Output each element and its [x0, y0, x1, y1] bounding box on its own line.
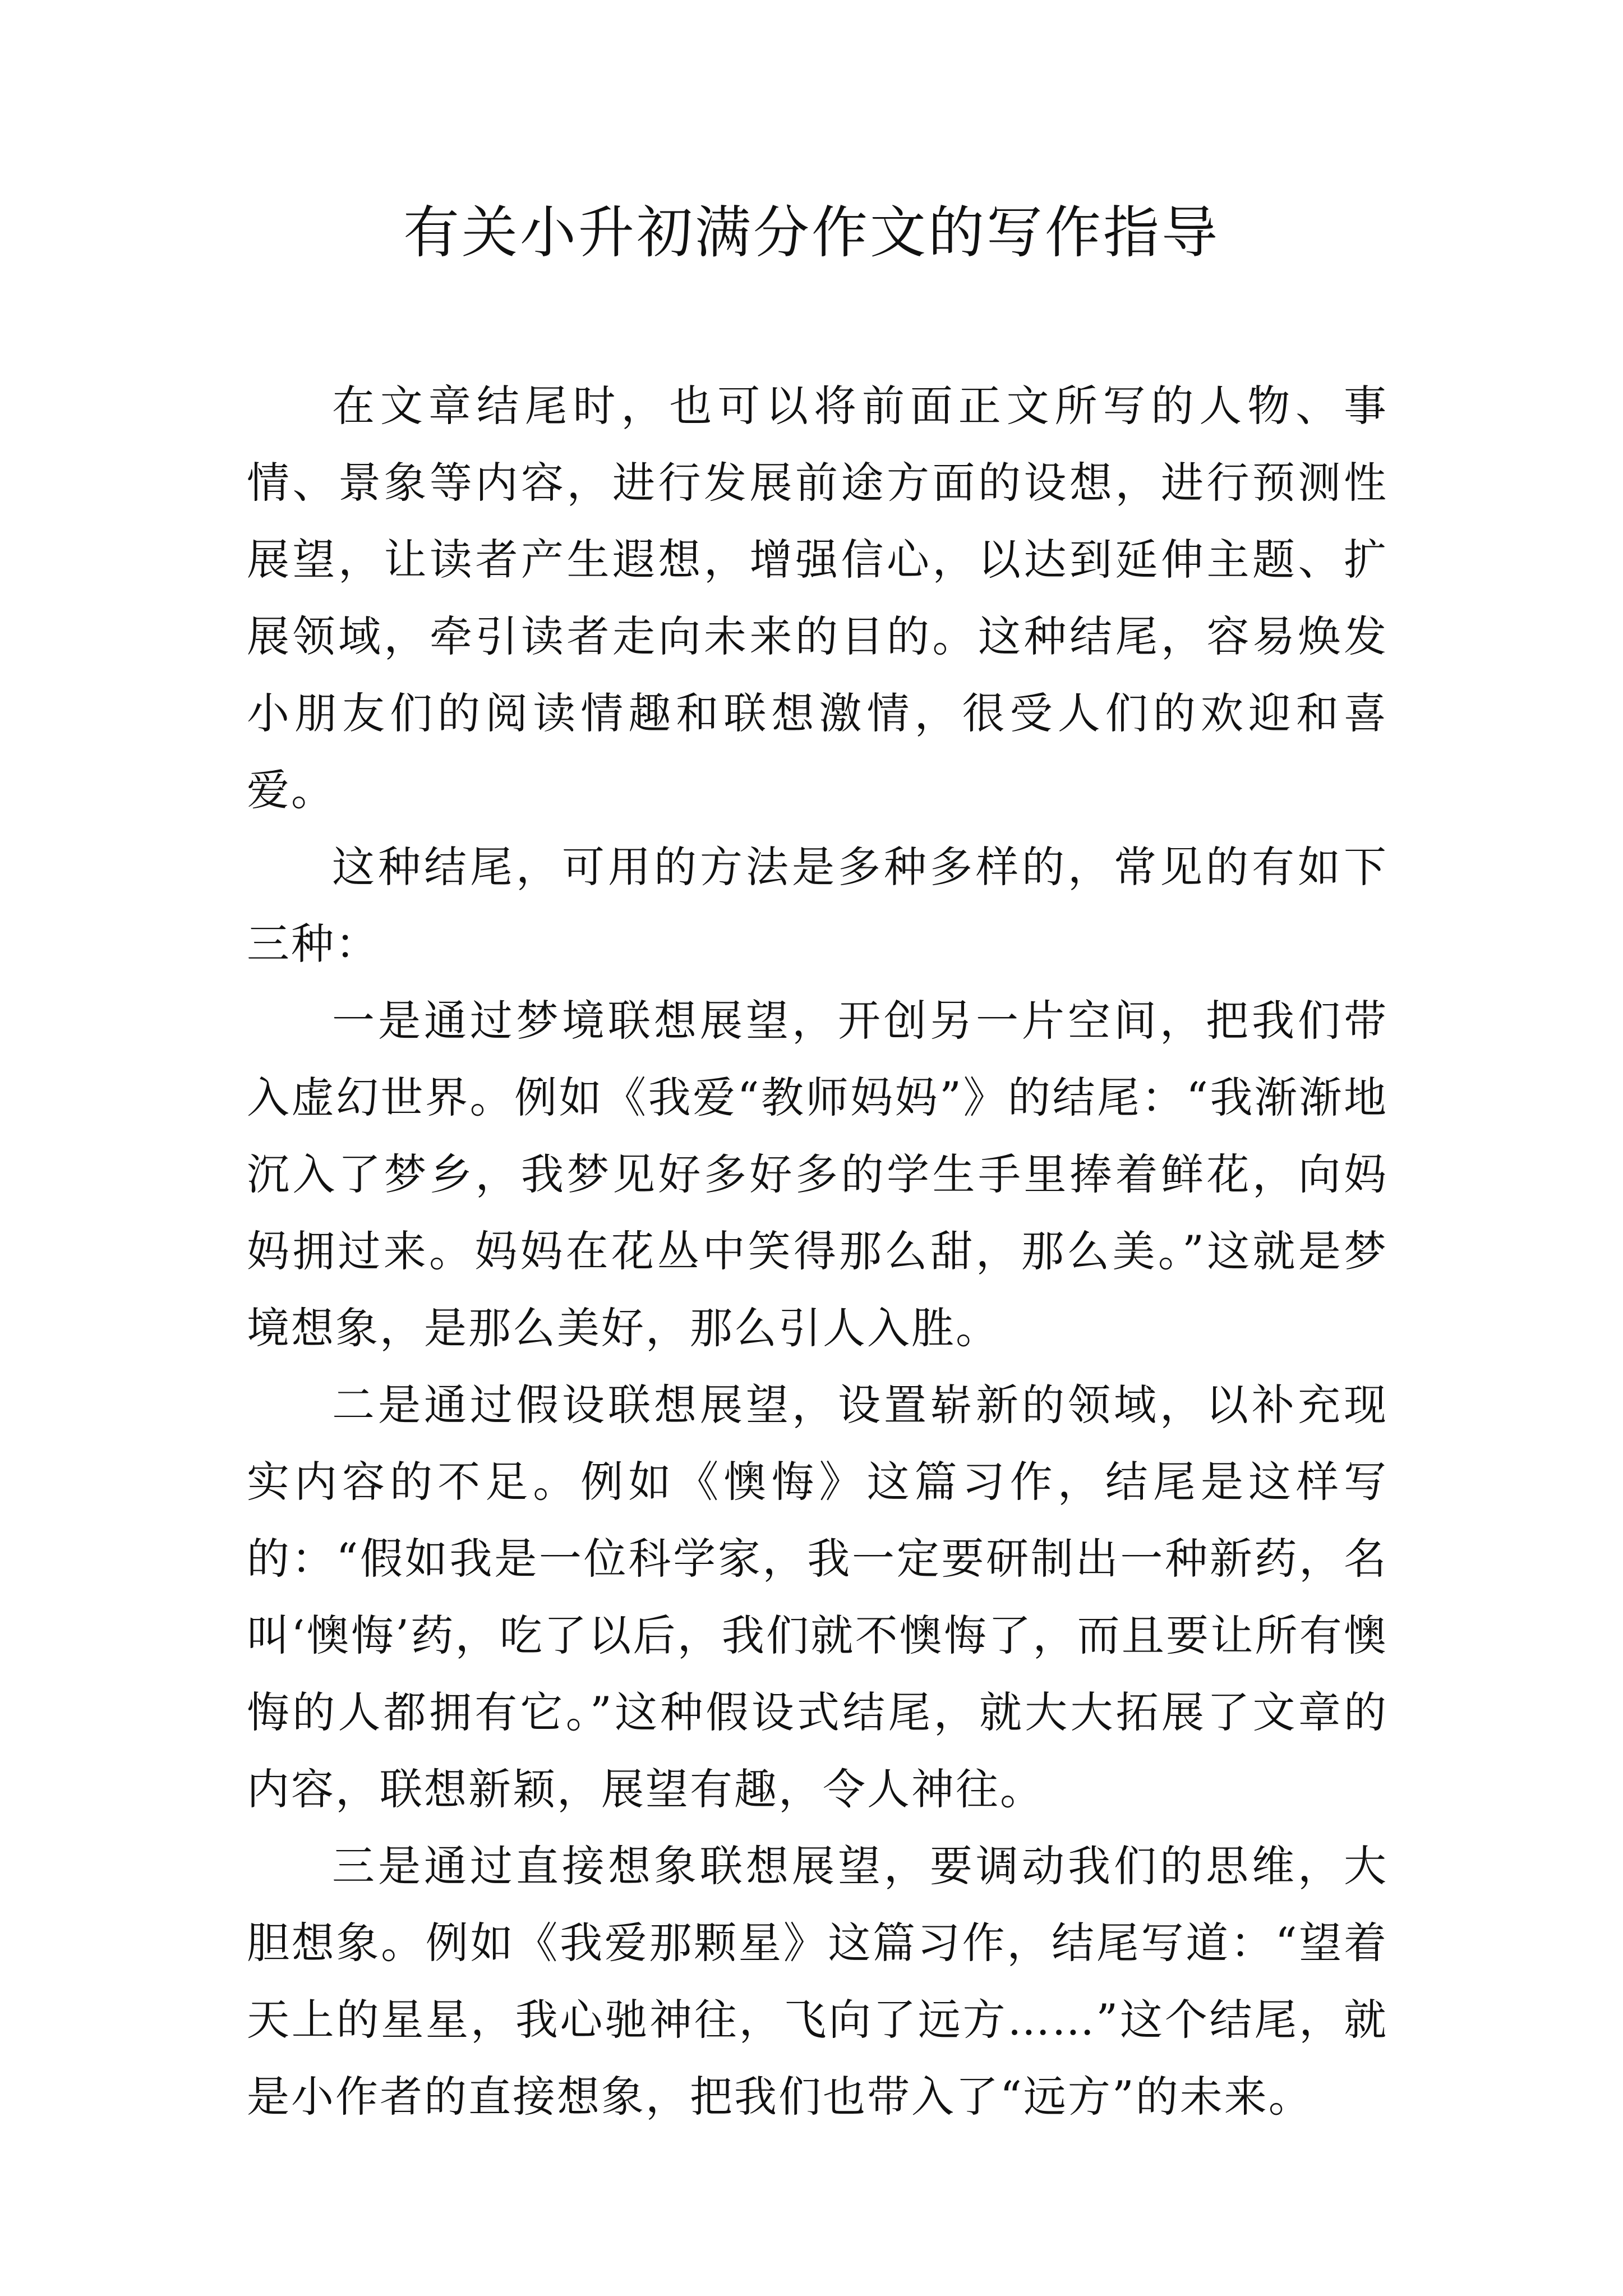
paragraph-hypothesis: 二是通过假设联想展望，设置崭新的领域，以补充现实内容的不足。例如《懊悔》这篇习作，结尾是这样写的：“假如我是一位科学家，我一定要研制出一种新药，名叫‘懊悔’药，吃了以后，我们就不懊悔了，而且要让所有懊悔的人都拥有它。”这种假设式结尾，就大大拓展了文章的内容，联想新颖，展望有趣，令人神往。	[247, 1380, 1388, 1814]
paragraph-imagination: 三是通过直接想象联想展望，要调动我们的思维，大胆想象。例如《我爱那颗星》这篇习作，结尾写道：“望着天上的星星，我心驰神往，飞向了远方……”这个结尾，就是小作者的直接想象，把我们也带入了“远方”的未来。	[247, 1841, 1388, 2122]
document-title: 有关小升初满分作文的写作指导	[403, 200, 1220, 265]
paragraph-dream: 一是通过梦境联想展望，开创另一片空间，把我们带入虚幻世界。例如《我爱“教师妈妈”》的结尾：“我渐渐地沉入了梦乡，我梦见好多好多的学生手里捧着鲜花，向妈妈拥过来。妈妈在花丛中笑得那么甜，那么美。”这就是梦境想象，是那么美好，那么引人入胜。	[247, 996, 1388, 1353]
paragraph-intro: 在文章结尾时，也可以将前面正文所写的人物、事情、景象等内容，进行发展前途方面的设想，进行预测性展望，让读者产生遐想，增强信心，以达到延伸主题、扩展领域，牵引读者走向未来的目的。这种结尾，容易焕发小朋友们的阅读情趣和联想激情，很受人们的欢迎和喜爱。	[247, 381, 1388, 815]
document-body	[247, 367, 1388, 2135]
paragraph-methods: 这种结尾，可用的方法是多种多样的，常见的有如下三种：	[247, 842, 1388, 969]
